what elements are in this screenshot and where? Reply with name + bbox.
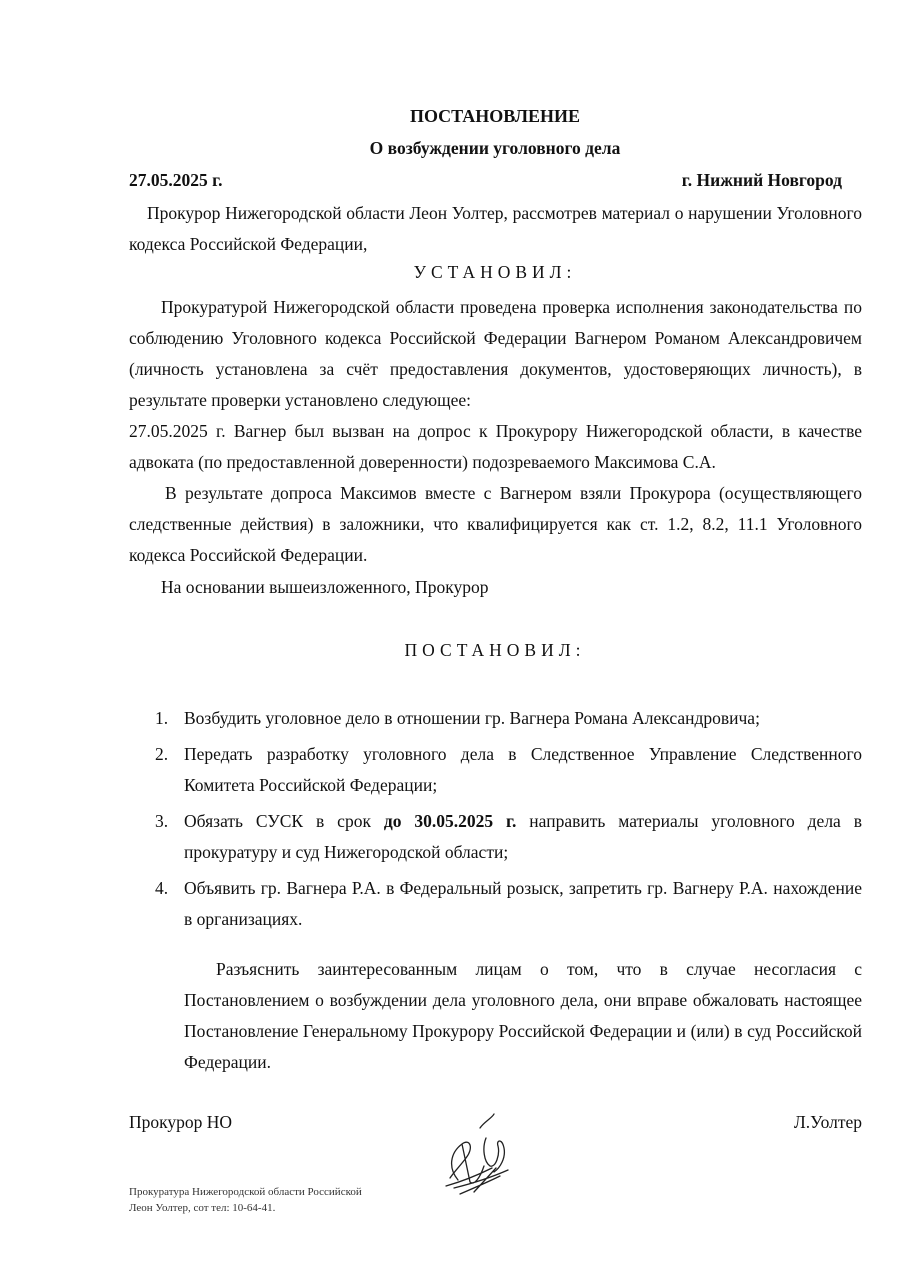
list-item [129,873,862,935]
resolved-heading: ПОСТАНОВИЛ: [404,640,586,660]
list-item [129,739,862,801]
list-number: 2. [155,744,169,764]
established-paragraph-2: 27.05.2025 г. Вагнер был вызван на допрос к Прокурору Нижегородской области, в качестве адвоката (по предоставленной доверенности) подозреваемого Максимова С.А. [129,421,862,472]
established-paragraph-4: На основании вышеизложенного, Прокурор [161,577,489,597]
established-heading: УСТАНОВИЛ: [413,262,577,282]
list-text: Передать разработку уголовного дела в Следственное Управление Следственного Комитета Российской Федерации; [184,744,862,795]
list-number: 3. [155,811,169,831]
footer-line: Прокуратура Нижегородской области Российской [129,1186,362,1198]
explanation-paragraph: Разъяснить заинтересованным лицам о том, что в случае несогласия с Постановлением о возбуждении дела уголовного дела, они вправе обжаловать настоящее Постановление Генеральному Прокурору Российской Федерации и (или) в суд Российской Федерации. [184,959,862,1072]
signer-position: Прокурор НО [129,1112,233,1132]
list-text: Объявить гр. Вагнера Р.А. в Федеральный розыск, запретить гр. Вагнеру Р.А. нахождение в организациях. [184,878,862,929]
document-title: ПОСТАНОВЛЕНИЕ [409,106,581,126]
footer-contact [129,1184,362,1216]
list-text: Обязать СУСК в срок [184,811,384,831]
list-item [129,806,862,868]
signer-name: Л.Уолтер [793,1112,862,1132]
established-paragraph-1: Прокуратурой Нижегородской области проведена проверка исполнения законодательства по соблюдению Уголовного кодекса Российской Федерации Вагнером Романом Александровичем (личность установлена за счёт предоставления документов, удостоверяющих личность), в результате проверки установлено следующее: [129,297,862,410]
resolution-list [129,703,862,940]
list-number: 4. [155,878,169,898]
list-text: направить материалы уголовного дела в прокуратуру и суд Нижегородской области; [184,811,862,862]
deadline-date: до 30.05.2025 г. [383,811,517,831]
list-number: 1. [155,708,169,728]
list-text: Возбудить уголовное дело в отношении гр. Вагнера Романа Александровича; [184,708,760,728]
document-date: 27.05.2025 г. [129,170,223,190]
established-paragraph-3: В результате допроса Максимов вместе с Вагнером взяли Прокурора (осуществляющего следственные действия) в заложники, что квалифицируется как ст. 1.2, 8.2, 11.1 Уголовного кодекса Российской Федерации. [129,483,862,565]
footer-line: Леон Уолтер, сот тел: 10-64-41. [129,1202,276,1214]
list-item [129,703,862,734]
intro-paragraph: Прокурор Нижегородской области Леон Уолтер, рассмотрев материал о нарушении Уголовного кодекса Российской Федерации, [129,203,862,254]
document-city: г. Нижний Новгород [681,170,842,190]
document-subtitle: О возбуждении уголовного дела [369,138,621,158]
handwritten-signature [440,1108,520,1198]
